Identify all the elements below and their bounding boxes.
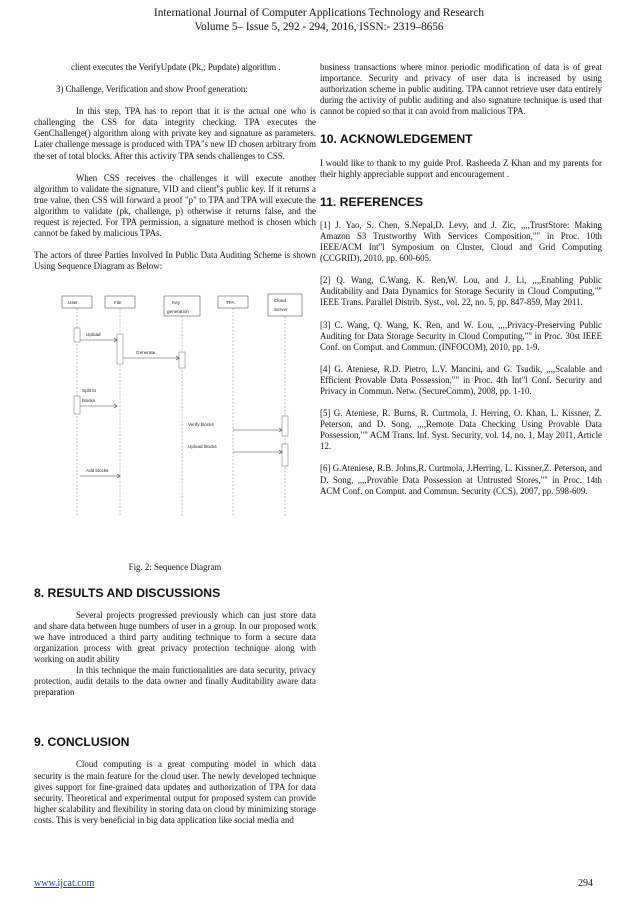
paragraph: In this step, TPA has to report that it is the actual one who is challenging the CSS for data integrity checking. TPA executes the GenChallenge() algorithm along with private key and signature as parameters. Later challenge message is produced with TPA"s new ID chosen arbitrary from the set of total blocks. After this activity TPA sends challenges to CSS. bbox=[34, 106, 316, 161]
reference-item: [3] C. Wang, Q. Wang, K. Ren, and W. Lou, ,,,,Privacy-Preserving Public Auditing for Data Storage Security in Cloud Computing,"" in Proc. 30st IEEE Conf. on Comput. and Commun. (INFOCOM), 2010, pp. 1-9. bbox=[320, 319, 602, 352]
message-label: Add blocks bbox=[86, 468, 109, 473]
section-heading: 9. CONCLUSION bbox=[34, 735, 130, 750]
reference-item: [1] J. Yao, S. Chen, S.Nepal,D. Levy, and J. Zic, ,,,,TrustStore: Making Amazon S3 Trustworthy With Services Composition,"" in Proc. 10th IEEE/ACM Int"l Symposium on Cluster, Cloud and Grid Computing (CCGRID), 2010, pp. 600-605. bbox=[320, 219, 602, 264]
paragraph: In this technique the main functionalities are data security, privacy protection, audit details to the data owner and finally Auditability aware data preparation bbox=[34, 665, 316, 698]
journal-header bbox=[0, 6, 638, 34]
actor-label: User bbox=[68, 300, 78, 305]
activation-bars bbox=[74, 328, 288, 466]
paragraph: When CSS receives the challenges it will execute another algorithm to validate the signature, VID and client"s public key. If it returns a true value, then CSS will forward a proof "p" to TPA and TPA will execute the algorithm to validate (pk, challenge, p) otherwise it returns false, and the request is rejected. For TPA permission, a signature method is chosen which cannot be faked by malicious TPAs. bbox=[34, 172, 316, 239]
page-number: 294 bbox=[578, 878, 593, 889]
message-label: Generate bbox=[136, 350, 156, 355]
sequence-diagram bbox=[60, 292, 308, 524]
message-label: blocks bbox=[82, 398, 96, 403]
actor-boxes bbox=[62, 294, 302, 316]
message-label: Upload blocks bbox=[188, 444, 217, 449]
step-heading: 3) Challenge, Verification and show Proof generation: bbox=[56, 84, 248, 95]
paragraph: business transactions where minor periodic modification of data is of great importance. Security and privacy of user data is increased by using authorization scheme in public auditing. TPA cannot retrieve user data entirely during the activity of public auditing and also signature technique is used that cannot be copied so that it can avoid from malicious TPA. bbox=[320, 62, 602, 117]
paragraph: Cloud computing is a great computing model in which data security is the main feature for the cloud user. The newly developed technique gives support for fine-grained data updates and authorization of TPA for data security. Theoretical and experimental output for proposed system can provide higher scalability and flexibility in storing data on cloud by minimizing storage costs. This is very beneficial in big data application like social media and bbox=[34, 759, 316, 825]
actor-label: Cloud bbox=[274, 298, 287, 303]
actor-label: Server bbox=[274, 307, 288, 312]
actor-label: TPA bbox=[226, 300, 235, 305]
reference-item: [2] Q. Wang, C.Wang, K. Ren,W. Lou, and J. Li, ,,,,Enabling Public Auditability and Data Dynamics for Storage Security in Cloud Computing,"" IEEE Trans. Parallel Distrib. Syst., vol. 22, no. 5, pp. 847-859, May 2011. bbox=[320, 275, 602, 308]
reference-item: [5] G. Ateniese, R. Burns, R. Curtmola, J. Herring, O. Khan, L. Kissner, Z. Peterson, and D. Song, ,,,,Remote Data Checking Using Provable Data Possession,"" ACM Trans. Inf. Syst. Security, vol. 14, no. 1, May 2011, Article 12. bbox=[320, 408, 602, 452]
paragraph: Several projects progressed previously which can just store data and share data between huge numbers of user in a group. In our proposed work we have introduced a third party auditing technique to form a secure data organization process with great privacy protection technique along with working on audit ability bbox=[34, 609, 316, 664]
actor-label: Key bbox=[172, 300, 180, 305]
message-label: Verify blocks bbox=[188, 422, 214, 427]
section-heading: 10. ACKNOWLEDGEMENT bbox=[320, 132, 473, 147]
actor-label: File bbox=[114, 300, 122, 305]
actor-label: generation bbox=[167, 309, 189, 314]
paragraph: The actors of three Parties Involved In Public Data Auditing Scheme is shown Using Sequence Diagram as Below: bbox=[34, 250, 316, 272]
section-heading: 8. RESULTS AND DISCUSSIONS bbox=[34, 585, 221, 600]
message-label: Split to bbox=[82, 388, 97, 393]
reference-item: [4] G. Ateniese, R.D. Pietro, L.V. Mancini, and G. Tsudik, ,,,,Scalable and Efficient Provable Data Possession,"" in Proc. 4th Int"l Conf. Security and Privacy in Commun. Netw. (SecureComm), 2008, pp. 1-10. bbox=[320, 363, 602, 396]
lifelines bbox=[77, 308, 285, 517]
message-label: Upload bbox=[86, 332, 101, 337]
paragraph: I would like to thank to my guide Prof. Rasheeda Z Khan and my parents for their highly appreciable support and encouragement . bbox=[320, 157, 602, 179]
journal-website-link[interactable]: www.ijcat.com bbox=[34, 878, 95, 889]
paragraph: client executes the VerifyUpdate (Pk,; Pupdate) algorithm . bbox=[71, 62, 281, 72]
journal-volume: Volume 5– Issue 5, 292 - 294, 2016, ISSN:- 2319–8656 bbox=[194, 21, 444, 33]
journal-title: International Journal of Computer Applications Technology and Research bbox=[154, 7, 484, 19]
reference-item: [6] G.Ateniese, R.B. Johns,R. Curtmola, J.Herring, L. Kissner,Z. Peterson, and D. Song, ,,,,Provable Data Possession at Untrusted Stores,"" in Proc. 14th ACM Conf. on Comput. and Commun. Security (CCS), 2007, pp. 598-609. bbox=[320, 463, 602, 496]
right-column bbox=[320, 62, 602, 508]
section-heading: 11. REFERENCES bbox=[320, 194, 423, 209]
figure-caption: Fig. 2: Sequence Diagram bbox=[128, 562, 222, 573]
